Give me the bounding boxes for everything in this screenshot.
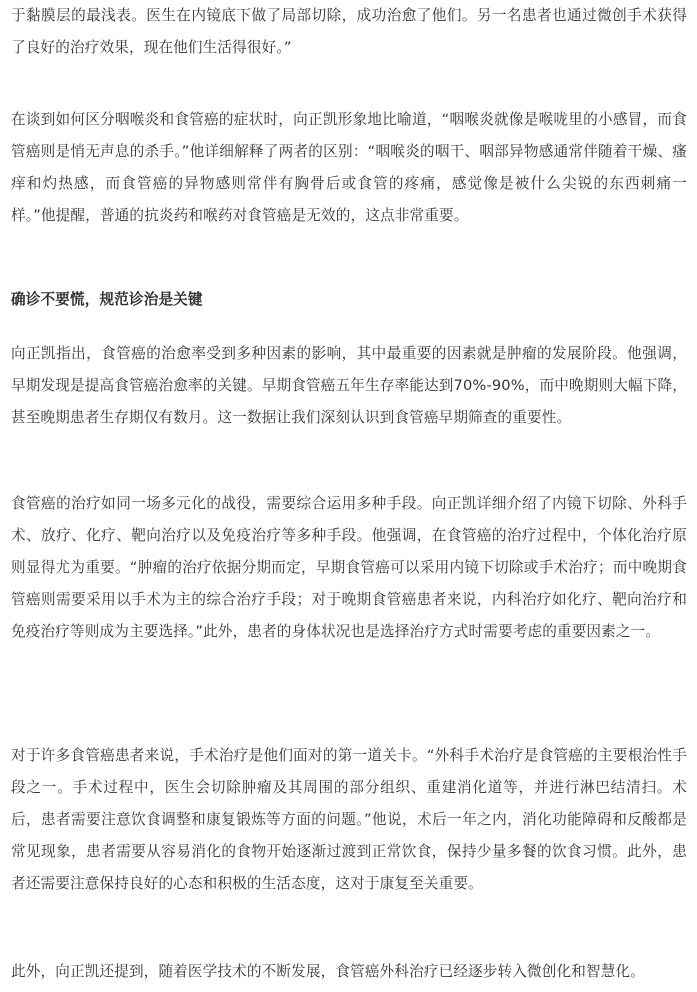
- paragraph-cure-rate: 向正凯指出，食管癌的治愈率受到多种因素的影响，其中最重要的因素就是肿瘤的发展阶段。他强调，早期发现是提高食管癌治愈率的关键。早期食管癌五年生存率能达到70%-90%，而中晚期则大幅下降，甚至晚期患者生存期仅有数月。这一数据让我们深刻认识到食管癌早期筛查的重要性。: [11, 345, 687, 426]
- paragraph-surgery: 对于许多食管癌患者来说，手术治疗是他们面对的第一道关卡。“外科手术治疗是食管癌的主要根治性手段之一。手术过程中，医生会切除肿瘤及其周围的部分组织、重建消化道等，并进行淋巴结清扫。术后，患者需要注意饮食调整和康复锻炼等方面的问题。”他说，术后一年之内，消化功能障碍和反酸都是常见现象，患者需要从容易消化的食物开始逐渐过渡到正常饮食，保持少量多餐的饮食习惯。此外，患者还需要注意保持良好的心态和积极的生活态度，这对于康复至关重要。: [11, 747, 687, 892]
- paragraph-minimally-invasive: 此外，向正凯还提到，随着医学技术的不断发展，食管癌外科治疗已经逐步转入微创化和智慧化。: [11, 963, 645, 980]
- section-heading: 确诊不要慌，规范诊治是关键: [11, 291, 203, 308]
- paragraph-treatment-methods: 食管癌的治疗如同一场多元化的战役，需要综合运用多种手段。向正凯详细介绍了内镜下切除、外科手术、放疗、化疗、靶向治疗以及免疫治疗等多种手段。他强调，在食管癌的治疗过程中，个体化治疗原则显得尤为重要。“肿瘤的治疗依据分期而定，早期食管癌可以采用内镜下切除或手术治疗；而中晚期食管癌则需要采用以手术为主的综合治疗手段；对于晚期食管癌患者来说，内科治疗如化疗、靶向治疗和免疫治疗等则成为主要选择。”此外，患者的身体状况也是选择治疗方式时需要考虑的重要因素之一。: [11, 495, 687, 640]
- paragraph-intro-continuation: 于黏膜层的最浅表。医生在内镜底下做了局部切除，成功治愈了他们。另一名患者也通过微创手术获得了良好的治疗效果，现在他们生活得很好。”: [11, 7, 687, 56]
- paragraph-symptom-comparison: 在谈到如何区分咽喉炎和食管癌的症状时，向正凯形象地比喻道，“咽喉炎就像是喉咙里的小感冒，而食管癌则是悄无声息的杀手。”他详细解释了两者的区别：“咽喉炎的咽干、咽部异物感通常伴随着干燥、瘙痒和灼热感，而食管癌的异物感则常伴有胸骨后或食管的疼痛，感觉像是被什么尖锐的东西刺痛一样。”他提醒，普通的抗炎药和喉药对食管癌是无效的，这点非常重要。: [11, 111, 687, 224]
